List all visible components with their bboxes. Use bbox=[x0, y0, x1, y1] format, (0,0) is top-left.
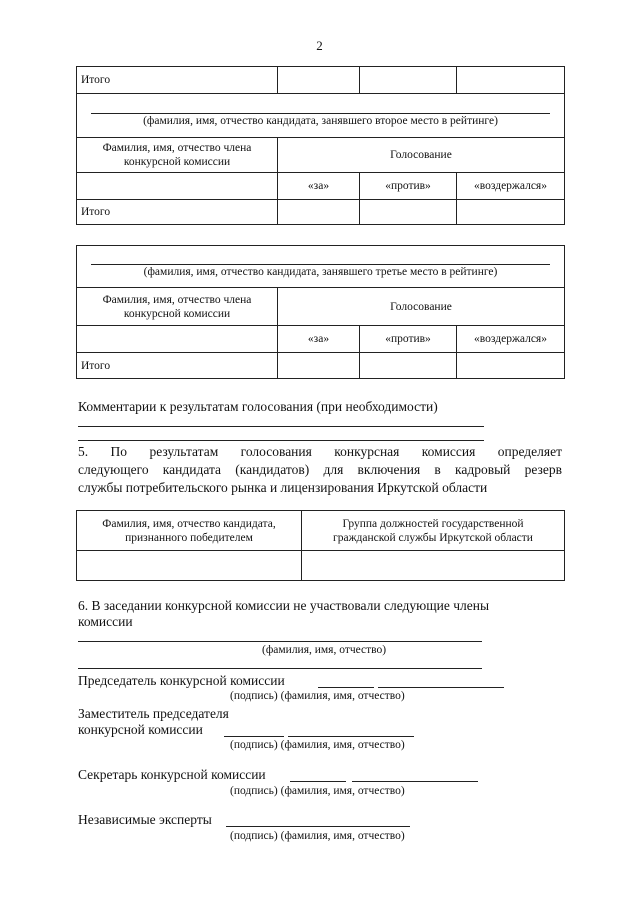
comments-line-2 bbox=[78, 440, 484, 441]
total-label: Итого bbox=[77, 200, 278, 225]
total-abstain-cell bbox=[457, 353, 565, 379]
deputy-label-line2: конкурсной комиссии bbox=[78, 722, 203, 737]
comments-line-1 bbox=[78, 426, 484, 427]
total-label: Итого bbox=[77, 67, 278, 94]
candidate-caption: (фамилия, имя, отчество кандидата, занявшего третье место в рейтинге) bbox=[143, 266, 498, 278]
chairman-caption: (подпись) (фамилия, имя, отчество) bbox=[230, 690, 405, 702]
member-cell bbox=[77, 173, 278, 200]
winner-name-header: Фамилия, имя, отчество кандидата, признанного победителем bbox=[77, 511, 302, 551]
vote-column-header: Голосование bbox=[278, 288, 565, 326]
section5-line2: следующего кандидата (кандидатов) для включения в кадровый резерв bbox=[78, 462, 562, 477]
member-column-header: Фамилия, имя, отчество члена конкурсной комиссии bbox=[77, 288, 278, 326]
vote-against-header: «против» bbox=[360, 173, 457, 200]
secretary-label: Секретарь конкурсной комиссии bbox=[78, 767, 266, 782]
deputy-name-line bbox=[288, 736, 414, 737]
secretary-caption: (подпись) (фамилия, имя, отчество) bbox=[230, 785, 405, 797]
candidate-caption-cell bbox=[77, 246, 565, 288]
section6-line1: 6. В заседании конкурсной комиссии не участвовали следующие члены bbox=[78, 598, 490, 613]
section5-line3: службы потребительского рынка и лицензирования Иркутской области bbox=[78, 480, 488, 495]
winner-group-cell bbox=[302, 551, 565, 581]
vote-abstain-header: «воздержался» bbox=[457, 173, 565, 200]
comments-label: Комментарии к результатам голосования (при необходимости) bbox=[78, 399, 438, 414]
secretary-name-line bbox=[352, 781, 478, 782]
vote-column-header: Голосование bbox=[278, 138, 565, 173]
section6-line2: комиссии bbox=[78, 614, 133, 629]
vote-table-third-place bbox=[76, 245, 565, 379]
chairman-label: Председатель конкурсной комиссии bbox=[78, 673, 285, 688]
total-against-cell bbox=[360, 353, 457, 379]
experts-caption: (подпись) (фамилия, имя, отчество) bbox=[230, 830, 405, 842]
page-number: 2 bbox=[316, 38, 323, 53]
experts-label: Независимые эксперты bbox=[78, 812, 212, 827]
vote-for-header: «за» bbox=[278, 326, 360, 353]
vote-table-second-place bbox=[76, 66, 565, 225]
total-for-cell bbox=[278, 353, 360, 379]
member-column-header: Фамилия, имя, отчество члена конкурсной комиссии bbox=[77, 138, 278, 173]
absent-members-line-2 bbox=[78, 668, 482, 669]
chairman-signature-line bbox=[318, 687, 374, 688]
total-for-cell bbox=[278, 200, 360, 225]
total-against-cell bbox=[360, 200, 457, 225]
deputy-label-line1: Заместитель председателя bbox=[78, 706, 229, 721]
member-cell bbox=[77, 326, 278, 353]
winner-group-header: Группа должностей государственной гражданской службы Иркутской области bbox=[302, 511, 565, 551]
vote-abstain-header: «воздержался» bbox=[457, 326, 565, 353]
total-against-cell bbox=[360, 67, 457, 94]
experts-signature-line bbox=[226, 826, 410, 827]
absent-members-caption: (фамилия, имя, отчество) bbox=[262, 644, 387, 656]
deputy-caption: (подпись) (фамилия, имя, отчество) bbox=[230, 739, 405, 751]
vote-against-header: «против» bbox=[360, 326, 457, 353]
candidate-caption-cell bbox=[77, 94, 565, 138]
candidate-name-line bbox=[91, 254, 550, 265]
winner-table bbox=[76, 510, 565, 581]
candidate-name-line bbox=[91, 103, 550, 114]
total-abstain-cell bbox=[457, 200, 565, 225]
deputy-signature-line bbox=[224, 736, 284, 737]
section5-line1: 5. По результатам голосования конкурсная комиссия определяет bbox=[78, 444, 562, 459]
total-label: Итого bbox=[77, 353, 278, 379]
secretary-signature-line bbox=[290, 781, 346, 782]
chairman-name-line bbox=[378, 687, 504, 688]
total-for-cell bbox=[278, 67, 360, 94]
winner-name-cell bbox=[77, 551, 302, 581]
vote-for-header: «за» bbox=[278, 173, 360, 200]
absent-members-line bbox=[78, 641, 482, 642]
total-abstain-cell bbox=[457, 67, 565, 94]
candidate-caption: (фамилия, имя, отчество кандидата, занявшего второе место в рейтинге) bbox=[143, 115, 498, 127]
